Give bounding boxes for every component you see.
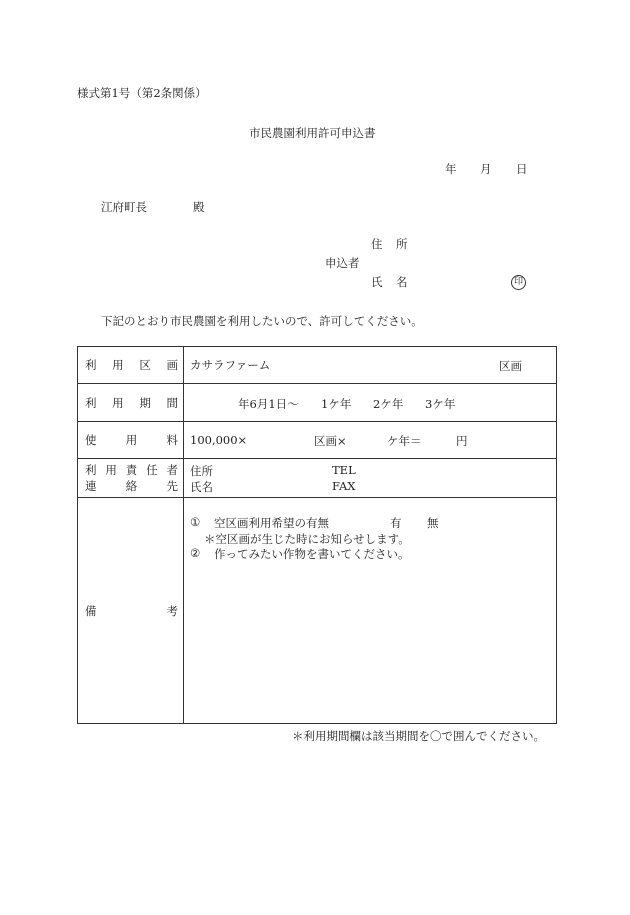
- remarks-item1-number: ①: [190, 515, 201, 529]
- plot-label: 利 用 区 画: [85, 358, 178, 372]
- applicant-address-label-1: 住: [371, 237, 383, 251]
- remarks-label: 備 考: [85, 603, 178, 618]
- date-day-label: 日: [516, 162, 528, 176]
- fee-label-cell: [78, 422, 184, 459]
- seal-mark: 印: [511, 273, 526, 290]
- applicant-name-label-2: 名: [396, 275, 408, 289]
- remarks-item1-text: 空区画利用希望の有無: [214, 516, 329, 530]
- date-month-label: 月: [480, 162, 492, 176]
- addressee-name: 江府町長: [101, 200, 147, 214]
- remarks-no-option[interactable]: 無: [427, 516, 439, 530]
- plot-label-cell: [78, 347, 184, 384]
- footnote: ＊利用期間欄は該当期間を〇で囲んでください。: [292, 729, 545, 743]
- plot-row: [78, 347, 557, 384]
- period-option-3[interactable]: 3ケ年: [425, 397, 456, 411]
- fee-years: ケ年＝: [387, 434, 422, 448]
- contact-tel-label: TEL: [332, 463, 356, 477]
- period-option-1[interactable]: 1ケ年: [321, 397, 352, 411]
- remarks-value-cell[interactable]: [184, 498, 557, 724]
- remarks-item2-number: ②: [190, 546, 201, 560]
- contact-label-cell: [78, 459, 184, 498]
- farm-name: カサラファーム: [190, 358, 271, 372]
- remarks-label-cell: [78, 498, 184, 724]
- application-table: [77, 346, 557, 724]
- period-start: 年6月1日～: [238, 397, 299, 411]
- period-option-2[interactable]: 2ケ年: [373, 397, 404, 411]
- date-year-label: 年: [445, 162, 457, 176]
- period-row: [78, 384, 557, 422]
- applicant-address-label-2: 所: [396, 237, 408, 251]
- contact-row: [78, 459, 557, 498]
- applicant-name-label-1: 氏: [371, 275, 383, 289]
- fee-value-cell[interactable]: [184, 422, 557, 459]
- contact-value-cell[interactable]: [184, 459, 557, 498]
- contact-name-label: 氏名: [190, 480, 213, 494]
- intro-text: 下記のとおり市民農園を利用したいので、許可してください。: [101, 314, 423, 328]
- remarks-yes-option[interactable]: 有: [390, 516, 402, 530]
- form-number: 様式第1号（第2条関係）: [77, 86, 207, 100]
- period-label: 利 用 期 間: [85, 395, 178, 410]
- remarks-item2-text: 作ってみたい作物を書いてください。: [214, 547, 410, 561]
- contact-label-line-1: 利 用 責 任 者: [85, 463, 178, 477]
- remarks-row: [78, 498, 557, 724]
- addressee-honorific: 殿: [193, 200, 205, 214]
- fee-yen: 円: [456, 434, 468, 448]
- fee-base: 100,000×: [190, 433, 248, 447]
- contact-label-line-2: 連 絡 先: [85, 479, 178, 493]
- fee-plots: 区画×: [314, 434, 347, 448]
- remarks-note: ＊空区画が生じた時にお知らせします。: [204, 532, 410, 546]
- fee-row: [78, 422, 557, 459]
- plot-unit: 区画: [499, 359, 522, 373]
- contact-fax-label: FAX: [332, 479, 356, 493]
- period-label-cell: [78, 384, 184, 422]
- fee-label: 使 用 料: [85, 433, 178, 447]
- contact-address-label: 住所: [190, 464, 213, 478]
- applicant-label: 申込者: [325, 256, 360, 270]
- plot-value-cell[interactable]: [184, 347, 557, 384]
- page-title: 市民農園利用許可申込書: [249, 126, 376, 140]
- period-value-cell[interactable]: [184, 384, 557, 422]
